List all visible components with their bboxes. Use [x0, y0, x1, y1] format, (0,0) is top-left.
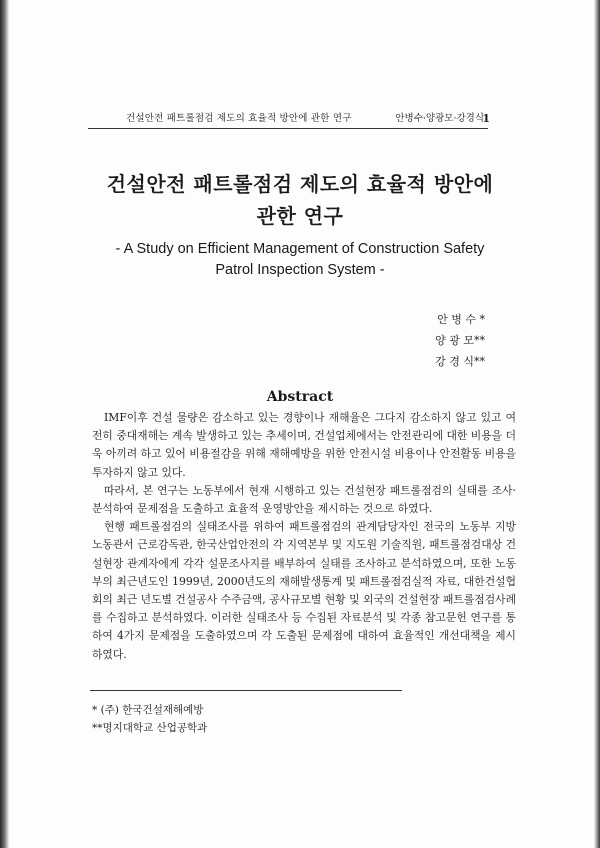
abstract-paragraph-2: 따라서, 본 연구는 노동부에서 현재 시행하고 있는 건설현장 패트롤점검의 실태를 조사·분석하여 문제점을 도출하고 효율적 운영방안을 제시하는 것으로 하였다. — [92, 483, 516, 516]
abstract-body — [92, 409, 516, 664]
scan-edge-left — [0, 0, 9, 848]
footnote-2: **명지대학교 산업공학과 — [92, 722, 208, 734]
author-3: 강 경 식** — [435, 355, 485, 368]
author-2: 양 광 모** — [435, 334, 485, 347]
abstract-heading: Abstract — [266, 389, 334, 405]
korean-title — [70, 168, 530, 232]
author-list — [435, 309, 485, 372]
korean-title-line-2: 관한 연구 — [256, 204, 344, 228]
abstract-paragraph-3: 현행 패트롤점검의 실태조사를 위하여 패트롤점검의 관계담당자인 전국의 노동부 지방노동관서 근로감독관, 한국산업안전의 각 지역본부 및 지도원 기술직원, 패트롤점검대상 건설현장 관계자에게 각각 설문조사지를 배부하여 실태를 조사하고 분석하였으며, 또한 노동부의 최근년도인 1999년, 2000년도의 재해발생통계 및 패트롤점검실적 자료, 대한건설협회의 최근 년도별 건설공사 수주금액, 공사규모별 현황 및 외국의 건설현장 패트롤점검사례를 수집하고 분석하였다. 이러한 실태조사 등 수집된 자료분석 및 각종 참고문헌 연구를 통하여 4가지 문제점을 도출하였으며 각 도출된 문제점에 대하여 효율적인 개선대책을 제시하였다. — [92, 520, 516, 661]
korean-title-line-1: 건설안전 패트롤점검 제도의 효율적 방안에 — [106, 172, 494, 196]
footnote-divider — [90, 690, 402, 691]
page-number: 1 — [482, 112, 490, 125]
english-title — [80, 239, 520, 281]
running-title: 건설안전 패트롤점검 제도의 효율적 방안에 관한 연구 — [126, 113, 352, 124]
footnote-1: * (주) 한국건설재해예방 — [92, 704, 204, 716]
author-1: 안 병 수 * — [437, 313, 485, 326]
english-title-line-1: - A Study on Efficient Management of Construction Safety — [115, 241, 485, 257]
scan-edge-right — [594, 0, 600, 848]
footnotes — [92, 701, 207, 737]
running-authors: 안병수·양광모·강경식 — [395, 113, 484, 124]
running-header — [88, 108, 488, 129]
english-title-line-2: Patrol Inspection System - — [215, 262, 385, 278]
abstract-paragraph-1: IMF이후 건설 물량은 감소하고 있는 경향이나 재해율은 그다지 감소하지 않고 있고 여전히 중대재해는 계속 발생하고 있는 추세이며, 건설업체에서는 안전관리에 대한 비용을 더욱 아끼려 하고 있어 비용절감을 위해 재해예방을 위한 안전시설 비용이나 안전활동 비용을 투자하지 않고 있다. — [92, 411, 516, 479]
